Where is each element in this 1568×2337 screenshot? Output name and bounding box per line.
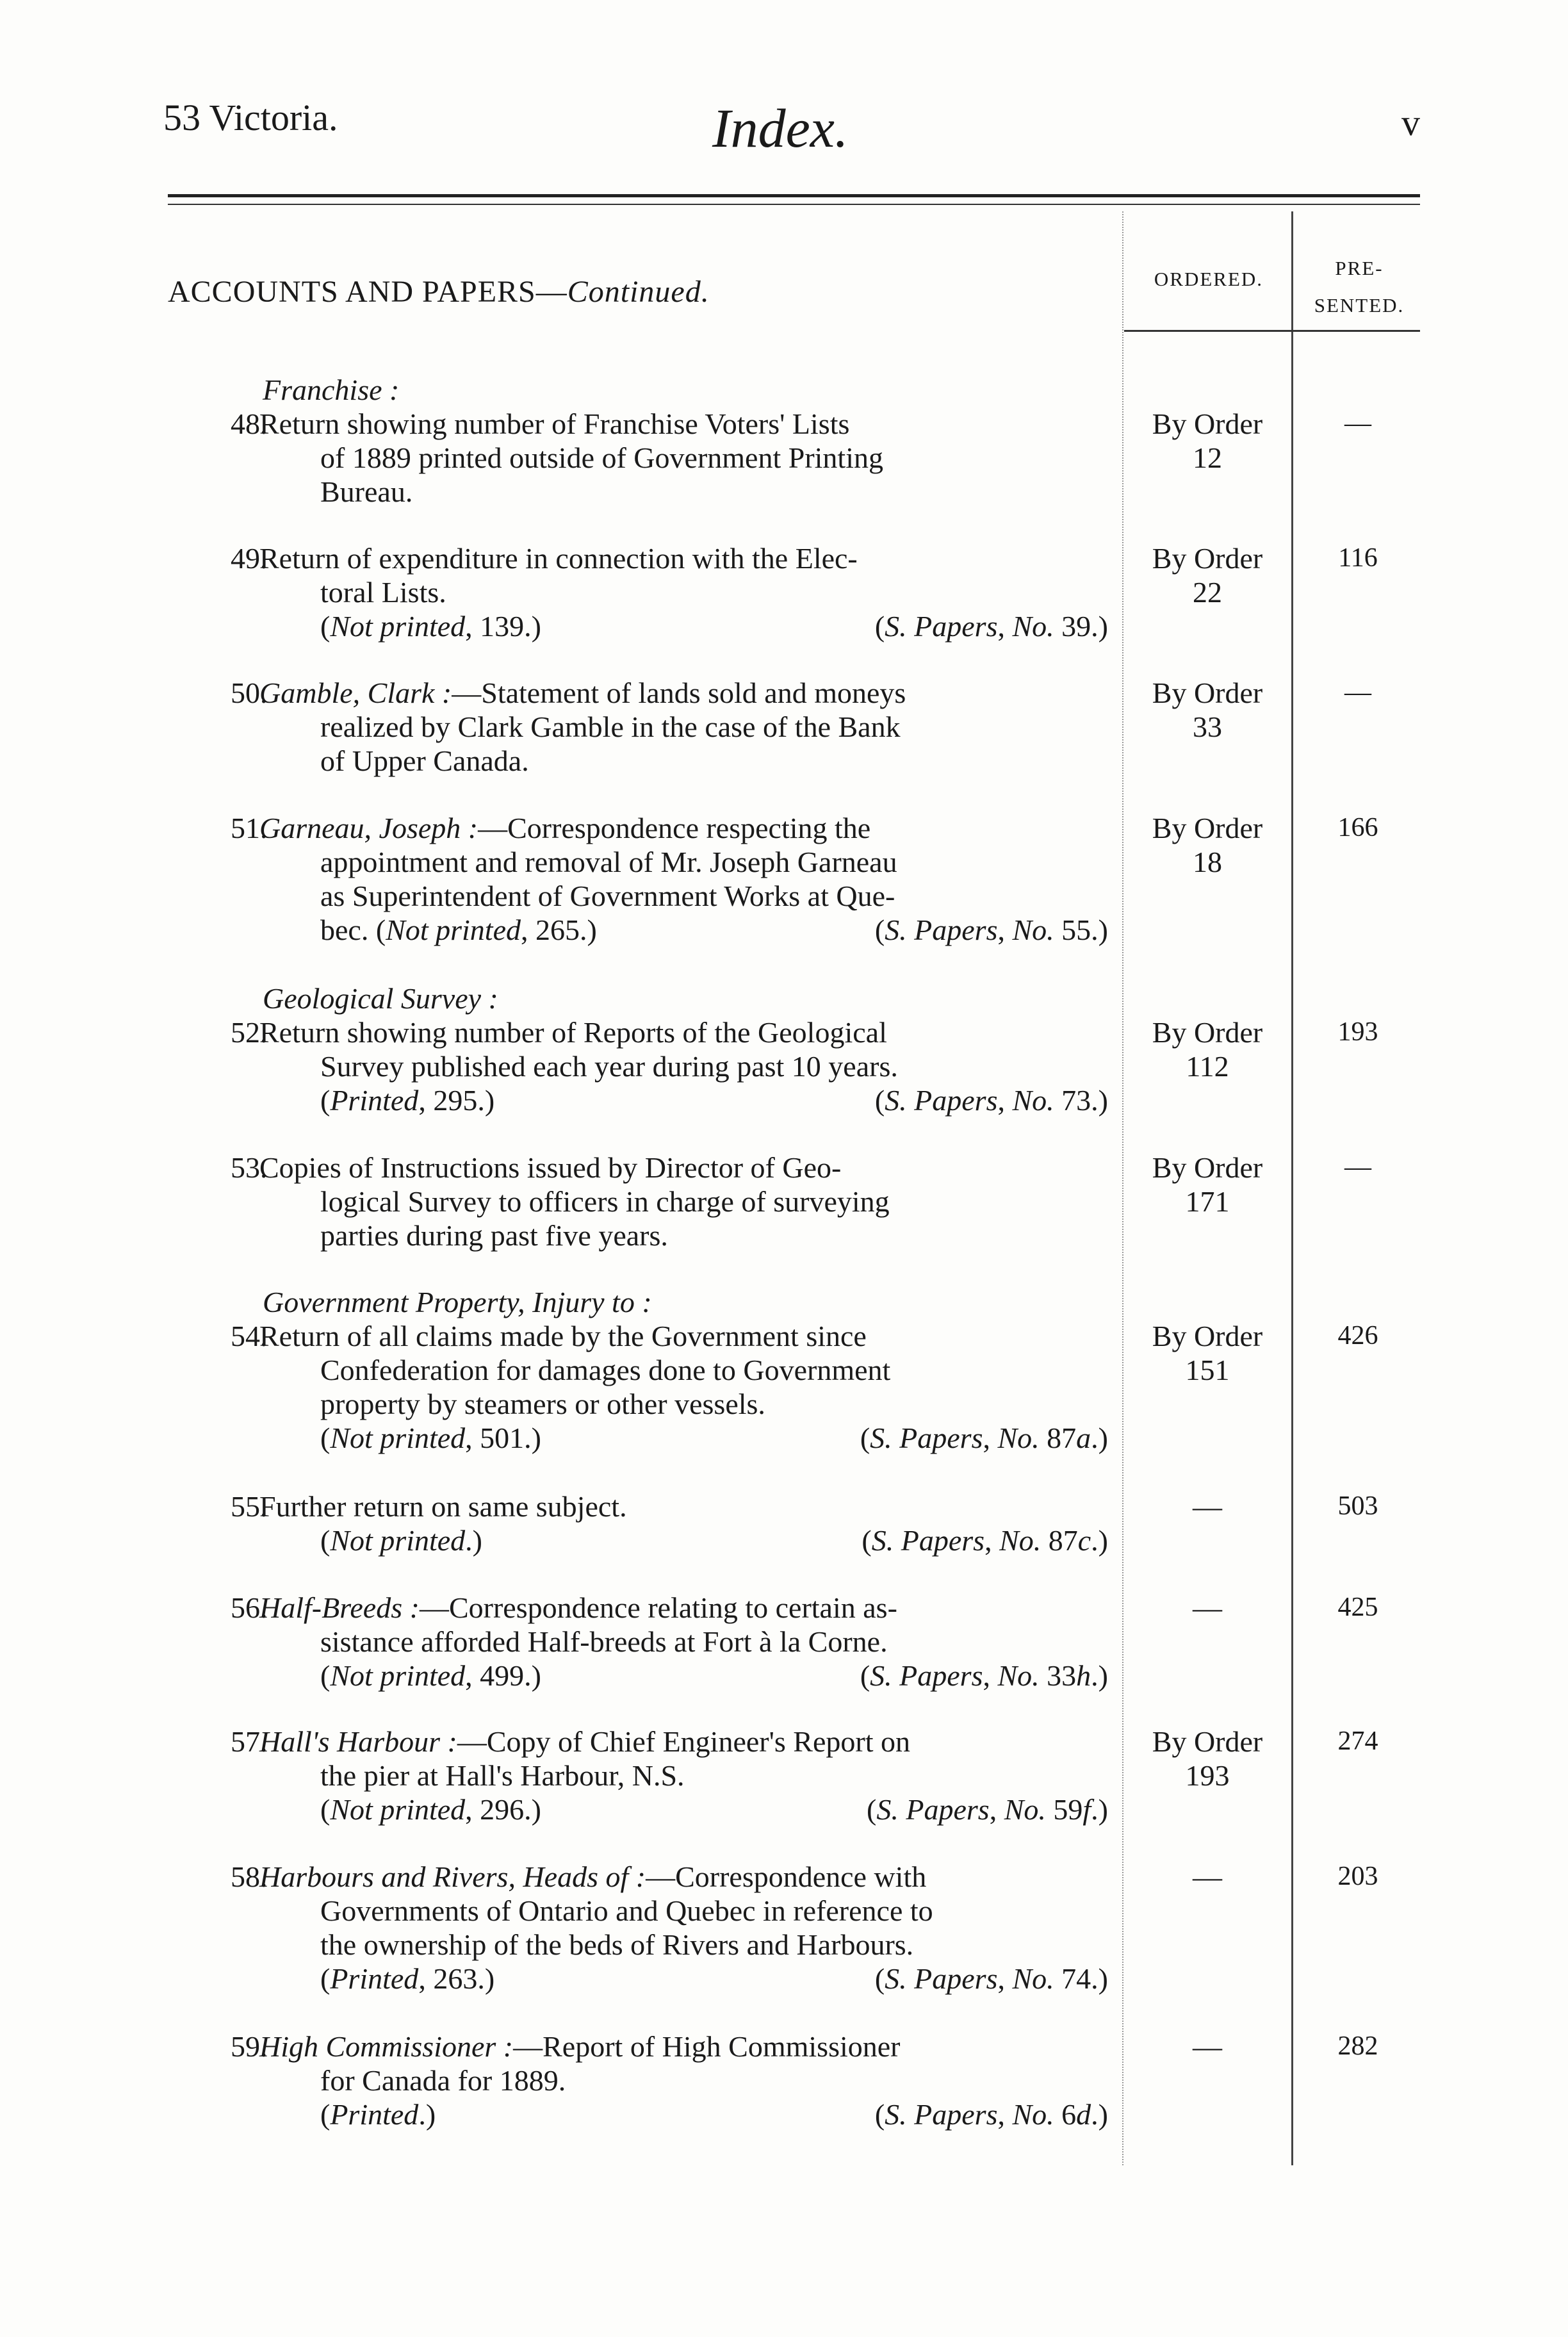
entry-block	[231, 1151, 1115, 1252]
entry-presented: —	[1344, 409, 1371, 438]
entry-presented: 282	[1337, 2031, 1378, 2061]
section-title	[168, 274, 710, 309]
entry-line: Governments of Ontario and Quebec in reference to	[320, 1894, 933, 1927]
entry-number: 56.	[231, 1591, 268, 1624]
entry-number: 49.	[231, 542, 268, 575]
entry-line: toral Lists.	[320, 576, 446, 609]
entry-lead: High Commissioner :	[259, 2030, 514, 2063]
entry-ref-sessional-paper: (S. Papers, No. 55.)	[874, 914, 1108, 946]
entry-presented: 203	[1337, 1862, 1378, 1891]
entry-ordered	[1127, 407, 1287, 475]
entry-line: Half-Breeds :—Correspondence relating to certain as-	[259, 1591, 897, 1624]
entry-ordered	[1127, 1015, 1287, 1083]
entry-presented: —	[1344, 678, 1371, 707]
entry-block	[231, 373, 1115, 509]
entry-block	[231, 1860, 1115, 1996]
entry-lead: Garneau, Joseph :	[259, 812, 478, 844]
entry-reference	[320, 1083, 1115, 1117]
entry-line: Return showing number of Reports of the Geological	[259, 1016, 887, 1049]
entry-line: of 1889 printed outside of Government Printing	[320, 441, 883, 474]
entry-ordered	[1127, 1591, 1287, 1625]
entry-block	[231, 1725, 1115, 1826]
ref-italic: Printed	[330, 2098, 419, 2131]
entry-line: Garneau, Joseph :—Correspondence respecting the	[259, 812, 871, 844]
entry-ref-sessional-paper: (S. Papers, No. 33h.)	[860, 1659, 1108, 1692]
entry-line: Return showing number of Franchise Voters' Lists	[259, 407, 850, 440]
entry-number: 57.	[231, 1725, 268, 1758]
entry-block	[231, 676, 1115, 778]
entry-presented: 193	[1337, 1017, 1378, 1047]
entry-line: Return of all claims made by the Government since	[259, 1320, 867, 1352]
entry-line: logical Survey to officers in charge of surveying	[320, 1185, 890, 1218]
entry-line: Harbours and Rivers, Heads of :—Correspondence with	[259, 1860, 927, 1893]
ref-italic: Papers	[899, 1422, 983, 1454]
entry-block	[231, 811, 1115, 947]
entry-subhead: Franchise :	[263, 373, 400, 406]
ref-italic: S.	[876, 1793, 899, 1826]
entry-reference	[320, 1792, 1115, 1826]
entry-line: Survey published each year during past 10 years.	[320, 1050, 898, 1083]
entry-ref-sessional-paper: (S. Papers, No. 59f.)	[867, 1793, 1108, 1826]
entry-ordered	[1127, 1151, 1287, 1218]
entry-item	[231, 1725, 1115, 1826]
entry-number: 59.	[231, 2030, 268, 2063]
entry-number: 53.	[231, 1151, 268, 1184]
ref-italic: h	[1076, 1659, 1091, 1692]
entry-reference	[320, 1962, 1115, 1996]
ref-italic: Not printed	[330, 1524, 466, 1557]
entry-subhead: Government Property, Injury to :	[263, 1286, 652, 1318]
column-header-presented	[1295, 250, 1423, 324]
entry-ref-sessional-paper: (S. Papers, No. 6d.)	[874, 2098, 1108, 2131]
header-session: 53 Victoria.	[163, 97, 338, 138]
ref-italic: No.	[999, 1524, 1041, 1557]
ref-italic: Papers	[914, 610, 998, 643]
entry-line: appointment and removal of Mr. Joseph Garneau	[320, 846, 897, 878]
entry-block	[231, 981, 1115, 1117]
entry-lead: Harbours and Rivers, Heads of :	[259, 1860, 646, 1893]
entry-item	[231, 1489, 1115, 1557]
entry-line: Hall's Harbour :—Copy of Chief Engineer's Report on	[259, 1725, 910, 1758]
entry-line: of Upper Canada.	[320, 744, 529, 777]
ref-italic: Printed	[330, 1084, 419, 1117]
entry-presented: —	[1344, 1152, 1371, 1182]
entry-ordered-line2: 112	[1186, 1050, 1229, 1083]
ref-italic: Not printed	[330, 1793, 466, 1826]
entry-line: as Superintendent of Government Works at Que-	[320, 880, 895, 912]
ref-italic: S.	[885, 1084, 907, 1117]
entry-ordered-line2: 22	[1193, 576, 1222, 609]
entry-line: parties during past five years.	[320, 1219, 668, 1252]
entry-ref-print-status: (Not printed, 296.)	[320, 1793, 541, 1826]
entry-item	[231, 1591, 1115, 1693]
ref-italic: d	[1076, 2098, 1091, 2131]
entry-ordered-line1: By Order	[1152, 407, 1263, 440]
entry-ref-sessional-paper: (S. Papers, No. 87c.)	[862, 1524, 1108, 1557]
entry-ref-print-status: (Printed, 263.)	[320, 1962, 495, 1995]
ref-italic: Not printed	[330, 1659, 466, 1692]
entry-block	[231, 1285, 1115, 1455]
ref-italic: No.	[1012, 914, 1054, 946]
entry-ref-print-status: (Not printed, 499.)	[320, 1659, 541, 1692]
entry-reference	[320, 913, 1115, 947]
entry-ordered-line2: 18	[1193, 846, 1222, 878]
entry-presented: 426	[1337, 1321, 1378, 1350]
entry-reference	[320, 2097, 1115, 2131]
section-title-text: ACCOUNTS AND PAPERS—	[168, 275, 568, 309]
entry-ordered-line1: —	[1193, 1490, 1222, 1523]
header-page-number: v	[1401, 102, 1420, 144]
column-divider-dotted	[1122, 211, 1125, 2165]
entry-number: 54.	[231, 1320, 268, 1352]
entry-ref-print-status: (Not printed, 501.)	[320, 1422, 541, 1454]
entry-ordered	[1127, 541, 1287, 609]
column-header-presented-line2: SENTED.	[1314, 294, 1405, 316]
entry-number: 58.	[231, 1860, 268, 1893]
entry-ref-print-status: (Not printed, 139.)	[320, 610, 541, 643]
entry-presented: 166	[1337, 813, 1378, 842]
entry-ref-sessional-paper: (S. Papers, No. 73.)	[874, 1084, 1108, 1117]
entry-ordered-line1: By Order	[1152, 1320, 1263, 1352]
ref-italic: Papers	[914, 914, 998, 946]
entry-line: realized by Clark Gamble in the case of the Bank	[320, 710, 901, 743]
entry-ordered-line2: 171	[1185, 1185, 1230, 1218]
entry-line: the pier at Hall's Harbour, N.S.	[320, 1759, 685, 1792]
entry-line: Return of expenditure in connection with the Elec-	[259, 542, 858, 575]
entry-line: Bureau.	[320, 475, 413, 508]
entry-reference	[320, 1421, 1115, 1455]
entry-number: 50.	[231, 676, 268, 709]
ref-italic: a	[1076, 1422, 1091, 1454]
entry-item	[231, 2030, 1115, 2131]
entry-line: Confederation for damages done to Government	[320, 1354, 891, 1386]
entry-presented: 274	[1337, 1726, 1378, 1756]
entry-item	[231, 1015, 1115, 1117]
entry-item	[231, 811, 1115, 947]
ref-italic: Not printed	[386, 914, 521, 946]
column-divider	[1291, 211, 1293, 2165]
entry-reference	[320, 1659, 1115, 1693]
ref-italic: S.	[870, 1659, 892, 1692]
entry-presented: 116	[1338, 543, 1378, 573]
entry-line: Gamble, Clark :—Statement of lands sold and moneys	[259, 676, 906, 709]
entry-ordered	[1127, 1725, 1287, 1792]
header-rule-thin	[168, 204, 1420, 205]
header-title: Index.	[712, 97, 849, 159]
entry-ordered-line1: —	[1193, 1591, 1222, 1624]
ref-italic: No.	[1012, 610, 1054, 643]
entry-item	[231, 1860, 1115, 1996]
ref-italic: No.	[1012, 1084, 1054, 1117]
ref-italic: No.	[997, 1659, 1040, 1692]
entry-subhead: Geological Survey :	[263, 982, 498, 1015]
entry-lead: Gamble, Clark :	[259, 676, 452, 709]
entry-number: 48.	[231, 407, 268, 440]
ref-italic: Papers	[914, 2098, 998, 2131]
entry-block	[231, 1489, 1115, 1557]
entry-number: 51.	[231, 812, 268, 844]
entry-ref-sessional-paper: (S. Papers, No. 87a.)	[860, 1422, 1108, 1454]
entry-ordered	[1127, 2030, 1287, 2063]
column-header-ordered: ORDERED.	[1154, 268, 1264, 290]
entry-ref-print-status: bec. (Not printed, 265.)	[320, 914, 597, 946]
entry-ordered	[1127, 1489, 1287, 1523]
entry-reference	[320, 1523, 1115, 1557]
ref-italic: Papers	[899, 1659, 983, 1692]
entry-ordered-line1: By Order	[1152, 1016, 1263, 1049]
entry-presented: 425	[1337, 1593, 1378, 1622]
entry-item	[231, 1319, 1115, 1455]
entry-ref-sessional-paper: (S. Papers, No. 74.)	[874, 1962, 1108, 1995]
entry-line: for Canada for 1889.	[320, 2064, 566, 2097]
entry-item	[231, 676, 1115, 778]
entry-ref-sessional-paper: (S. Papers, No. 39.)	[874, 610, 1108, 643]
ref-italic: No.	[1012, 2098, 1054, 2131]
entry-line: the ownership of the beds of Rivers and Harbours.	[320, 1928, 914, 1961]
entry-presented: 503	[1337, 1491, 1378, 1521]
entry-ordered-line2: 193	[1185, 1759, 1230, 1792]
ref-italic: Papers	[901, 1524, 985, 1557]
entry-ref-print-status: (Printed, 295.)	[320, 1084, 495, 1117]
entry-block	[231, 1591, 1115, 1693]
ref-italic: Printed	[330, 1962, 419, 1995]
entry-ordered-line1: By Order	[1152, 812, 1263, 844]
entry-ordered-line1: By Order	[1152, 676, 1263, 709]
entry-ordered	[1127, 1319, 1287, 1387]
ref-italic: S.	[870, 1422, 892, 1454]
entry-line: property by steamers or other vessels.	[320, 1388, 765, 1420]
ref-italic: Papers	[914, 1084, 998, 1117]
ref-italic: c	[1077, 1524, 1091, 1557]
entry-block	[231, 2030, 1115, 2131]
ref-italic: S.	[885, 610, 907, 643]
ref-italic: No.	[1012, 1962, 1054, 1995]
column-header-presented-line1: PRE-	[1335, 257, 1384, 279]
ref-italic: S.	[885, 1962, 907, 1995]
section-title-continued: Continued.	[567, 275, 710, 309]
entry-ordered-line1: By Order	[1152, 542, 1263, 575]
entry-item	[231, 541, 1115, 643]
entry-ordered-line1: —	[1193, 1860, 1222, 1893]
entry-block	[231, 541, 1115, 643]
entry-ordered	[1127, 811, 1287, 879]
entry-line: High Commissioner :—Report of High Commissioner	[259, 2030, 901, 2063]
entry-number: 55.	[231, 1490, 268, 1523]
entry-lead: Half-Breeds :	[259, 1591, 420, 1624]
ref-italic: No.	[997, 1422, 1040, 1454]
entry-ref-print-status: (Not printed.)	[320, 1524, 482, 1557]
entry-ordered-line1: By Order	[1152, 1151, 1263, 1184]
ref-italic: S.	[885, 2098, 907, 2131]
header-rule-thick	[168, 194, 1420, 197]
column-header-rule	[1124, 330, 1420, 332]
entry-item	[231, 407, 1115, 509]
ref-italic: Papers	[906, 1793, 990, 1826]
entry-ordered-line2: 151	[1185, 1354, 1230, 1386]
ref-italic: f	[1082, 1793, 1091, 1826]
entry-ordered-line1: —	[1193, 2030, 1222, 2063]
entry-number: 52.	[231, 1016, 268, 1049]
entry-line: Copies of Instructions issued by Director of Geo-	[259, 1151, 842, 1184]
entry-line: Further return on same subject.	[259, 1490, 627, 1523]
entry-ordered-line2: 12	[1193, 441, 1222, 474]
ref-italic: S.	[885, 914, 907, 946]
ref-italic: Not printed	[330, 1422, 466, 1454]
entry-line: sistance afforded Half-breeds at Fort à la Corne.	[320, 1625, 888, 1658]
entry-item	[231, 1151, 1115, 1252]
entry-ordered	[1127, 676, 1287, 744]
entry-ordered	[1127, 1860, 1287, 1894]
entry-ordered-line1: By Order	[1152, 1725, 1263, 1758]
entry-lead: Hall's Harbour :	[259, 1725, 457, 1758]
ref-italic: S.	[871, 1524, 894, 1557]
ref-italic: Papers	[914, 1962, 998, 1995]
ref-italic: Not printed	[330, 610, 466, 643]
entry-reference	[320, 609, 1115, 643]
entry-ordered-line2: 33	[1193, 710, 1222, 743]
ref-italic: No.	[1004, 1793, 1046, 1826]
entry-ref-print-status: (Printed.)	[320, 2098, 436, 2131]
